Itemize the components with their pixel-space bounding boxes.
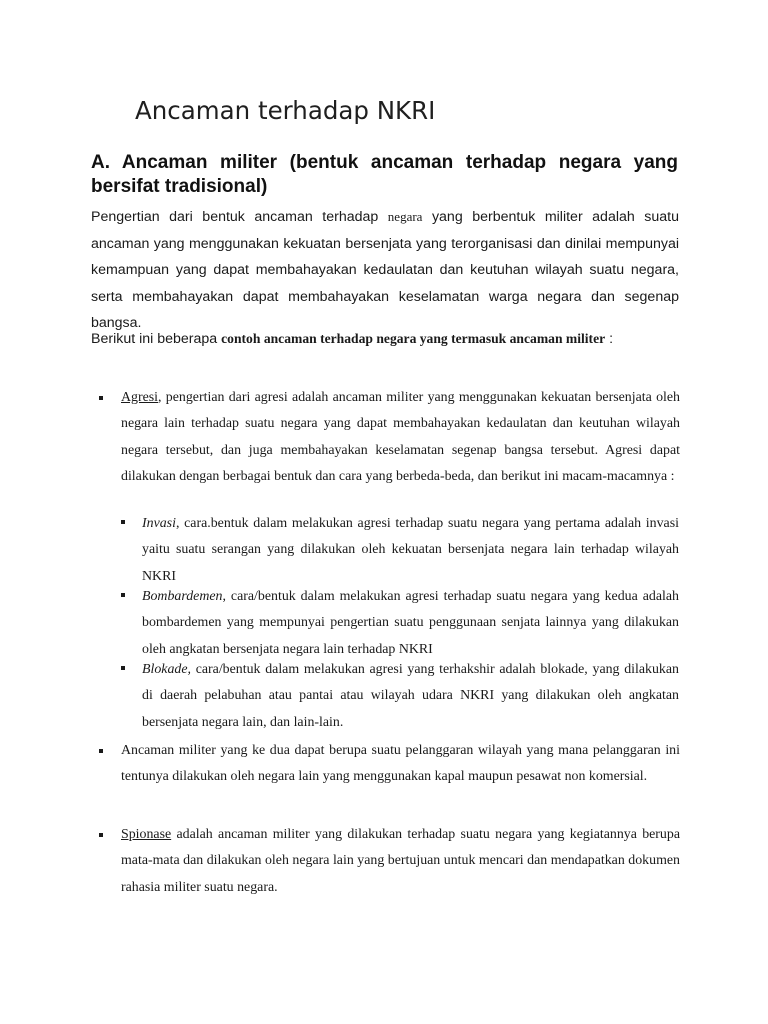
term-agresi: Agresi xyxy=(121,390,159,405)
text-agresi: , pengertian dari agresi adalah ancaman militer yang menggunakan kekuatan bersenjata oleh negara lain terhadap suatu negara yang dapat membahayakan kedaulatan dan keutuhan wilayah negara tersebut, dan juga membahayakan keselamatan segenap bangsa tersebut. Agresi dapat dilakukan dengan berbagai bentuk dan cara yang berbeda-beda, dan berikut ini macam-macamnya : xyxy=(121,390,680,484)
square-bullet-icon xyxy=(121,593,125,597)
examples-intro-bold: contoh ancaman terhadap negara yang termasuk ancaman militer xyxy=(221,331,606,346)
term-spionase: Spionase xyxy=(121,827,172,842)
sub-list-item-bombardemen xyxy=(142,584,679,663)
term-bombardemen: Bombardemen xyxy=(142,589,223,604)
sub-list-item-invasi xyxy=(142,511,679,590)
square-bullet-icon xyxy=(121,520,125,524)
term-invasi: Invasi xyxy=(142,516,176,531)
section-heading: A. Ancaman militer (bentuk ancaman terhadap negara yang bersifat tradisional) xyxy=(91,152,678,197)
sub-list-item-blokade xyxy=(142,657,679,736)
square-bullet-icon xyxy=(121,666,125,670)
intro-text-start: Pengertian dari bentuk ancaman terhadap xyxy=(91,209,388,225)
examples-intro-line xyxy=(91,328,681,350)
examples-intro-start: Berikut ini beberapa xyxy=(91,331,222,347)
text-bombardemen: , cara/bentuk dalam melakukan agresi terhadap suatu negara yang kedua adalah bombardemen yang mempunyai pengertian suatu penggunaan senjata lainnya yang dilakukan oleh angkatan bersenjata negara lain terhadap NKRI xyxy=(142,589,679,657)
text-spionase: adalah ancaman militer yang dilakukan terhadap suatu negara yang kegiatannya berupa mata-mata dan dilakukan oleh negara lain yang bertujuan untuk mencari dan mendapatkan dokumen rahasia militer suatu negara. xyxy=(121,827,680,895)
text-blokade: cara/bentuk dalam melakukan agresi yang terhakshir adalah blokade, yang dilakukan di daerah pelabuhan atau pantai atau wilayah udara NKRI yang dilakukan oleh angkatan bersenjata negara lain, dan lain-lain. xyxy=(142,662,679,730)
square-bullet-icon xyxy=(99,396,103,400)
list-item-agresi xyxy=(121,385,680,490)
term-blokade: Blokade, xyxy=(142,662,191,677)
intro-paragraph xyxy=(91,204,679,337)
square-bullet-icon xyxy=(99,749,103,753)
list-item-pelanggaran-wilayah: Ancaman militer yang ke dua dapat berupa suatu pelanggaran wilayah yang mana pelanggaran ini tentunya dilakukan oleh negara lain yang menggunakan kapal maupun pesawat non komersial. xyxy=(121,743,680,785)
list-item-spionase xyxy=(121,822,680,901)
square-bullet-icon xyxy=(99,833,103,837)
intro-serif-word: negara xyxy=(387,209,423,224)
document-title: Ancaman terhadap NKRI xyxy=(135,96,436,125)
intro-text-end: yang berbentuk militer adalah suatu ancaman yang menggunakan kekuatan bersenjata yang terorganisasi dan dinilai mempunyai kemampuan yang dapat membahayakan kedaulatan dan keutuhan wilayah suatu negara, serta membahayakan dapat membahayakan keselamatan warga negara dan segenap bangsa. xyxy=(91,209,679,331)
examples-intro-end: : xyxy=(605,331,614,347)
text-invasi: , cara.bentuk dalam melakukan agresi terhadap suatu negara yang pertama adalah invasi yaitu suatu serangan yang dilakukan oleh kekuatan bersenjata negara lain terhadap wilayah NKRI xyxy=(142,516,679,584)
